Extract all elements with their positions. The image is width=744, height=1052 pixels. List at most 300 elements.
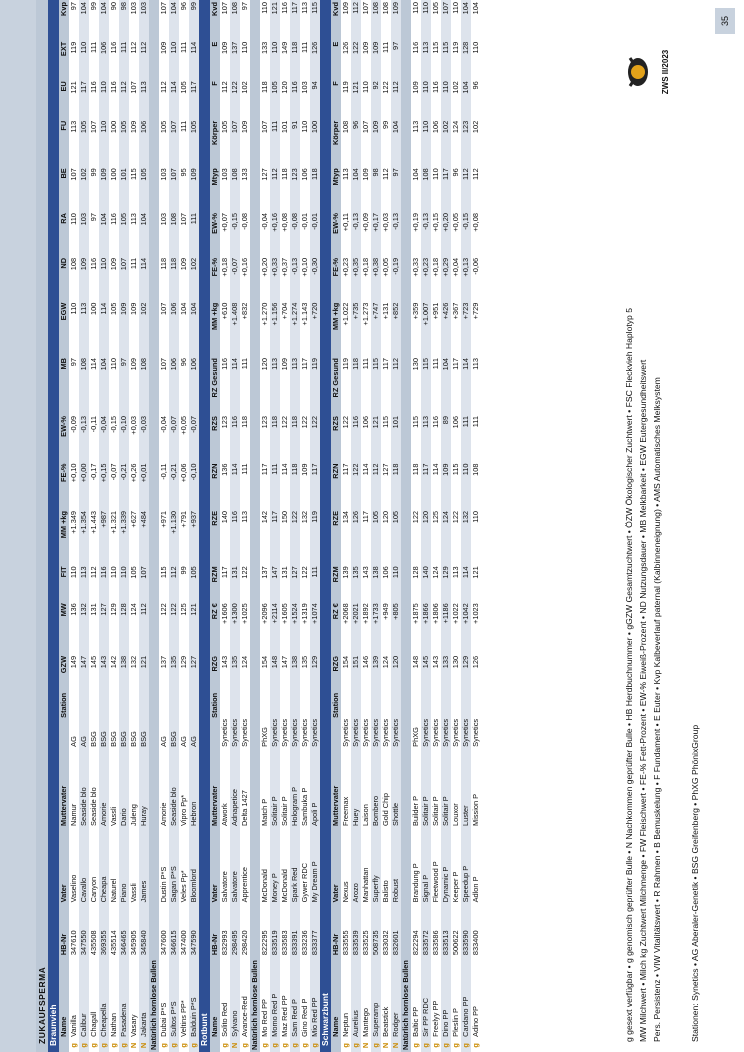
table-cell: Piano — [119, 828, 129, 904]
table-cell: 99 — [89, 168, 98, 177]
table-cell: 833032 — [381, 930, 390, 956]
table-cell: 110 — [421, 0, 431, 40]
tables-area — [36, 0, 610, 1052]
table-cell: +1.443 — [89, 510, 98, 534]
table-cell: Seaside blo — [89, 787, 98, 826]
table-cell: 114 — [189, 40, 199, 80]
table-cell: 105 — [220, 120, 229, 134]
table-cell: +0,06 — [179, 463, 188, 483]
table-cell: 104 — [441, 356, 451, 414]
availability-symbol: g — [89, 1043, 98, 1048]
table-cell: 97 — [119, 356, 129, 414]
table-cell: 118 — [351, 356, 361, 414]
table-cell: Robust — [391, 828, 401, 904]
table-cell: 117 — [451, 358, 460, 370]
table-cell: 99 — [179, 566, 188, 575]
table-cell: 97 — [240, 2, 249, 11]
table-cell: Synetics — [230, 691, 240, 749]
table-cell: 102 — [451, 81, 460, 94]
table-cell: Amorie — [159, 802, 168, 826]
table-cell: Vaselino — [69, 874, 78, 903]
table-row — [129, 0, 139, 1052]
table-cell: 111 — [240, 463, 249, 475]
table-cell: 110 — [119, 564, 129, 601]
table-cell: 100 — [89, 302, 98, 316]
table-cell: 119 — [451, 41, 460, 54]
table-cell: 99 — [381, 120, 390, 130]
table-cell: 118 — [240, 416, 249, 428]
table-cell: Gold Chip — [381, 793, 390, 826]
table-cell: Match P — [260, 798, 269, 826]
table-cell: -0,08 — [240, 213, 249, 230]
table-cell: +1.007 — [421, 301, 431, 356]
column-header: RZ € — [331, 601, 341, 654]
table-cell: 104 — [411, 168, 420, 181]
table-cell: 118 — [290, 40, 300, 80]
table-cell: -0,07 — [109, 463, 118, 481]
table-row — [421, 0, 431, 1052]
column-header: RZN — [331, 462, 341, 509]
table-cell: 833525 — [361, 930, 370, 956]
availability-symbol: g — [189, 1039, 199, 1052]
table-row — [371, 0, 381, 1052]
availability-symbol: g — [451, 1043, 460, 1048]
availability-symbol: g — [270, 1039, 280, 1052]
table-cell: Mantego — [361, 1008, 370, 1037]
table-cell: McDonald — [280, 869, 289, 903]
legend-line-2: MW Milchwert • Milch kg Zuchtwert Milchmenge • FW Fleischwert • FE-% Fett-Prozent • EW-% Eiweiß-Prozent • ND Nutzungsdauer • MB Melkbarkeit • EGW Eutergesundheitswert — [638, 359, 648, 1042]
table-cell: 116 — [230, 414, 240, 461]
table-cell: 111 — [240, 358, 249, 370]
column-header: Mtyp — [331, 166, 341, 211]
table-cell: 347600 — [159, 930, 168, 956]
table-cell: 833377 — [310, 904, 320, 957]
table-cell: 112 — [139, 40, 149, 80]
table-cell: +2068 — [341, 603, 350, 624]
table-cell: +0,04 — [451, 257, 460, 277]
table-cell: 91 — [290, 119, 300, 166]
table-cell: Neptun — [341, 1012, 350, 1037]
table-cell: 114 — [169, 79, 179, 119]
table-cell: 110 — [270, 40, 280, 80]
breed-block — [320, 0, 481, 1052]
table-cell: 107 — [119, 256, 129, 301]
table-cell: 112 — [159, 81, 168, 94]
bull-table — [210, 0, 320, 1052]
table-cell: 110 — [431, 168, 440, 181]
table-cell: +1.022 — [341, 302, 350, 326]
table-cell: +131 — [381, 302, 390, 320]
table-cell: 116 — [89, 257, 98, 270]
section-title: ZUKAUFSPERMA — [36, 0, 48, 1052]
table-cell: 111 — [471, 416, 480, 428]
table-cell: 116 — [99, 564, 109, 601]
table-cell: 115 — [310, 0, 320, 40]
table-cell: 118 — [290, 462, 300, 509]
table-row — [310, 0, 320, 1052]
table-cell: 110 — [79, 40, 89, 80]
table-cell: Calibur — [79, 957, 89, 1039]
table-cell: 110 — [461, 462, 471, 509]
table-cell: My Dream P — [310, 828, 320, 904]
table-cell: +0,18 — [220, 257, 229, 277]
table-cell: 369355 — [99, 904, 109, 957]
column-header: Station — [59, 691, 69, 749]
table-cell: 109 — [391, 0, 401, 40]
table-cell: 112 — [169, 564, 179, 601]
availability-symbol: g — [351, 1039, 361, 1052]
table-cell: 113 — [341, 168, 350, 181]
table-header-row — [210, 0, 220, 1052]
table-cell: +0,11 — [341, 213, 350, 232]
column-header: EW-% — [331, 211, 341, 256]
table-cell: 833586 — [431, 930, 440, 956]
table-cell: 137 — [230, 40, 240, 80]
table-cell: Atwork — [220, 803, 229, 826]
table-cell: 120 — [260, 358, 269, 371]
table-cell: 108 — [341, 120, 350, 134]
availability-symbol: g — [79, 1039, 89, 1052]
availability-symbol: g — [341, 1043, 350, 1048]
table-cell: Delta 1427 — [240, 790, 249, 826]
table-cell: 111 — [189, 211, 199, 256]
table-cell: 111 — [381, 41, 390, 53]
table-cell: Avance-Red — [240, 996, 249, 1037]
table-cell: AG — [189, 691, 199, 749]
table-cell: 136 — [69, 603, 78, 616]
table-cell: Freelyy PP — [431, 1000, 440, 1037]
table-cell: 435514 — [109, 930, 118, 956]
table-cell: BSG — [89, 731, 98, 747]
table-cell: 110 — [300, 120, 309, 133]
table-cell: 109 — [179, 257, 188, 271]
table-cell: +0,15 — [431, 213, 440, 232]
table-cell: Mo Red PP — [260, 999, 269, 1037]
table-cell: 105 — [189, 119, 199, 166]
table-cell: -0,11 — [89, 416, 98, 433]
top-sidebar-band — [0, 0, 36, 1052]
table-cell: 114 — [431, 463, 440, 476]
table-cell: 122 — [381, 81, 390, 94]
table-cell: 113 — [240, 510, 249, 523]
table-row — [89, 0, 99, 1052]
table-cell: Nathan — [109, 1012, 118, 1037]
table-cell: 104 — [169, 0, 179, 40]
table-cell: 111 — [119, 40, 129, 80]
table-cell: Vasary — [129, 1014, 138, 1037]
table-cell: Synetics — [220, 718, 229, 747]
table-cell: 100 — [310, 119, 320, 166]
table-cell: 347610 — [69, 930, 78, 956]
table-cell: 136 — [220, 463, 229, 476]
breed-title: Rotbunt — [199, 0, 210, 1052]
table-cell: Keeper P — [451, 871, 460, 903]
table-cell: 112 — [391, 79, 401, 119]
column-header: BE — [59, 166, 69, 211]
table-cell: -0,30 — [310, 256, 320, 301]
table-cell: +1319 — [300, 603, 309, 624]
table-cell: +1605 — [280, 603, 289, 624]
table-cell: 148 — [411, 655, 420, 669]
column-header: Name — [210, 957, 220, 1039]
table-cell: Adnapetice — [230, 749, 240, 828]
table-cell: AG — [159, 736, 168, 747]
table-cell: Chagall — [89, 1011, 98, 1037]
table-cell: +971 — [159, 510, 168, 528]
column-header: Vater — [210, 828, 220, 904]
table-cell: 118 — [290, 414, 300, 461]
table-cell: Synetics — [381, 718, 390, 747]
table-cell: 95 — [179, 168, 188, 177]
table-cell: 104 — [189, 301, 199, 356]
table-cell: 508735 — [371, 904, 381, 957]
table-cell: Builder P — [411, 795, 420, 826]
table-cell: 122 — [310, 414, 320, 461]
table-cell: 139 — [371, 654, 381, 691]
availability-symbol: g — [290, 1039, 300, 1052]
table-cell: 127 — [290, 564, 300, 601]
table-row — [431, 0, 441, 1052]
table-cell: +0,17 — [371, 211, 381, 256]
table-cell: +1025 — [240, 603, 249, 624]
table-cell: 123 — [220, 416, 229, 429]
table-cell: Jakarta — [139, 957, 149, 1039]
table-cell: -0,13 — [421, 211, 431, 256]
table-cell: Juleng — [129, 804, 138, 826]
table-cell: +484 — [139, 509, 149, 564]
table-cell: 131 — [280, 566, 289, 579]
table-cell: 97 — [69, 358, 78, 367]
table-cell: +723 — [461, 301, 471, 356]
table-cell: Gino Red P — [300, 998, 309, 1037]
table-cell: Mission P — [471, 793, 480, 826]
table-row — [79, 0, 89, 1052]
breed-title: Schwarzbunt — [320, 0, 331, 1052]
table-cell: -0,21 — [119, 462, 129, 509]
table-cell: Sam Red P — [290, 957, 300, 1039]
table-cell: 140 — [421, 564, 431, 601]
table-cell: 109 — [189, 166, 199, 211]
table-cell: 117 — [300, 358, 309, 370]
column-header: EW-% — [59, 414, 69, 461]
table-cell: 114 — [230, 462, 240, 509]
table-cell: 97 — [391, 166, 401, 211]
table-cell: +1875 — [411, 603, 420, 624]
table-cell: +0,37 — [280, 257, 289, 277]
table-cell: +735 — [351, 301, 361, 356]
table-cell: 140 — [220, 510, 229, 524]
table-cell: -0,01 — [300, 213, 309, 230]
table-cell: +0,20 — [260, 257, 269, 277]
table-header-row — [59, 0, 69, 1052]
table-cell: 109 — [361, 41, 370, 55]
table-cell: 115 — [451, 463, 460, 476]
column-header: RZM — [210, 564, 220, 601]
availability-symbol: g — [69, 1043, 78, 1048]
table-cell: 105 — [431, 2, 440, 15]
table-cell: BSG — [169, 691, 179, 749]
table-cell: Hebron — [189, 749, 199, 828]
table-cell: Brandung P — [411, 863, 420, 903]
table-cell: 117 — [270, 509, 280, 564]
table-cell: 104 — [99, 356, 109, 414]
table-cell: +1806 — [431, 603, 440, 624]
table-cell: Solito Red — [220, 1002, 229, 1037]
table-cell: 107 — [159, 302, 168, 316]
table-cell: 121 — [139, 654, 149, 691]
table-cell: 111 — [461, 414, 471, 461]
table-cell: Synetics — [361, 718, 370, 747]
availability-symbol: g — [240, 1043, 249, 1048]
table-cell: +1.143 — [300, 302, 309, 326]
column-header: F — [331, 79, 341, 119]
table-cell: Synetics — [280, 718, 289, 747]
table-cell: 96 — [471, 81, 480, 90]
table-cell: 106 — [451, 416, 460, 429]
table-cell: 109 — [411, 81, 420, 94]
availability-symbol: g — [179, 1043, 188, 1048]
availability-symbol: g — [280, 1043, 289, 1048]
table-cell: 117 — [290, 0, 300, 40]
table-cell: 104 — [351, 166, 361, 211]
table-cell: Synetics — [290, 691, 300, 749]
table-cell: +1.408 — [230, 301, 240, 356]
table-cell: 110 — [451, 2, 460, 14]
table-cell: 105 — [179, 81, 188, 94]
table-cell: 106 — [361, 416, 370, 429]
table-cell: 92 — [371, 79, 381, 119]
table-cell: 147 — [79, 654, 89, 691]
table-cell: 150 — [280, 510, 289, 524]
column-header: Kvd — [210, 0, 220, 40]
table-cell: 118 — [159, 257, 168, 270]
table-cell: 149 — [69, 655, 78, 669]
column-header: HB-Nr — [331, 904, 341, 957]
table-cell: +0,18 — [431, 257, 440, 277]
table-cell: -0,07 — [230, 256, 240, 301]
table-cell: Gywer RDC — [300, 862, 309, 903]
table-cell: Solitair P — [270, 749, 280, 828]
table-cell: +0,19 — [411, 213, 420, 232]
column-header: Kvp — [59, 0, 69, 40]
availability-symbol: N — [381, 1042, 390, 1049]
table-cell: +1.321 — [109, 510, 118, 534]
table-cell: +0,08 — [280, 213, 289, 232]
table-cell: 102 — [79, 166, 89, 211]
table-cell: +0,13 — [461, 256, 471, 301]
table-cell: Signal P — [421, 828, 431, 904]
table-cell: 117 — [361, 510, 370, 523]
table-cell: 132 — [129, 655, 138, 669]
table-cell: 117 — [381, 358, 390, 370]
table-cell: Solitair P — [441, 749, 451, 828]
table-cell: 129 — [461, 654, 471, 691]
table-cell: +805 — [391, 601, 401, 654]
table-cell: +1074 — [310, 601, 320, 654]
table-cell: 106 — [431, 120, 440, 134]
page-number: 35 — [715, 8, 735, 34]
table-cell: +937 — [189, 509, 199, 564]
table-cell: 110 — [99, 79, 109, 119]
table-cell: 122 — [169, 601, 179, 654]
table-cell: 112 — [371, 462, 381, 509]
table-cell: 98 — [371, 166, 381, 211]
table-cell: 116 — [431, 81, 440, 94]
table-cell: Cheapa — [99, 828, 109, 904]
table-cell: 110 — [391, 564, 401, 601]
table-cell: 145 — [89, 655, 98, 669]
table-cell: 108 — [139, 356, 149, 414]
table-cell: Baltic PP — [411, 1006, 420, 1037]
table-cell: 127 — [260, 168, 269, 181]
table-cell: 107 — [89, 120, 98, 134]
table-cell: 500622 — [451, 930, 460, 956]
table-cell: 108 — [79, 356, 89, 414]
table-cell: 126 — [310, 40, 320, 80]
table-cell: 122 — [300, 566, 309, 579]
table-row — [109, 0, 119, 1052]
table-cell: 109 — [361, 168, 370, 181]
table-cell: 124 — [240, 655, 249, 669]
table-cell: 128 — [119, 601, 129, 654]
table-cell: 116 — [109, 81, 118, 94]
table-cell: 106 — [169, 301, 179, 356]
column-header: RZN — [210, 462, 220, 509]
table-cell: 106 — [189, 356, 199, 414]
column-header: Mtyp — [210, 166, 220, 211]
table-cell: +1606 — [220, 603, 229, 624]
table-cell: Dynamic P — [441, 828, 451, 904]
table-cell: 108 — [169, 211, 179, 256]
table-cell: 122 — [280, 416, 289, 429]
table-cell: 112 — [89, 566, 98, 579]
table-cell: 102 — [189, 256, 199, 301]
table-cell: 124 — [441, 509, 451, 564]
table-cell: 119 — [69, 41, 78, 54]
table-cell: 112 — [351, 0, 361, 40]
table-cell: 138 — [371, 564, 381, 601]
table-cell: +1042 — [461, 601, 471, 654]
table-cell: 96 — [351, 119, 361, 166]
table-cell: 102 — [240, 81, 249, 94]
column-header: E — [331, 40, 341, 80]
table-cell: -0,04 — [260, 213, 269, 230]
table-cell: Vanilla — [69, 1015, 78, 1037]
column-header: RZE — [331, 509, 341, 564]
table-cell: 146 — [361, 655, 370, 669]
table-cell: 116 — [109, 41, 118, 54]
table-cell: Cardano PP — [461, 957, 471, 1039]
table-cell: 142 — [109, 655, 118, 669]
table-cell: 96 — [451, 168, 460, 177]
table-cell: +704 — [280, 302, 289, 320]
table-cell: Superamp — [371, 957, 381, 1039]
table-cell: 90 — [109, 2, 118, 11]
table-cell: 107 — [441, 0, 451, 40]
table-cell: 107 — [139, 564, 149, 601]
column-header: GZW — [59, 654, 69, 691]
table-cell: 132 — [79, 601, 89, 654]
table-cell: +949 — [381, 603, 390, 620]
column-header: MM +kg — [59, 509, 69, 564]
table-cell: 105 — [79, 119, 89, 166]
table-cell: 110 — [169, 40, 179, 80]
table-cell: -0,09 — [69, 416, 78, 433]
table-cell: 117 — [341, 463, 350, 476]
table-cell: 106 — [169, 356, 179, 414]
table-cell: +1.130 — [169, 509, 179, 564]
table-cell: Pasadena — [119, 957, 129, 1039]
